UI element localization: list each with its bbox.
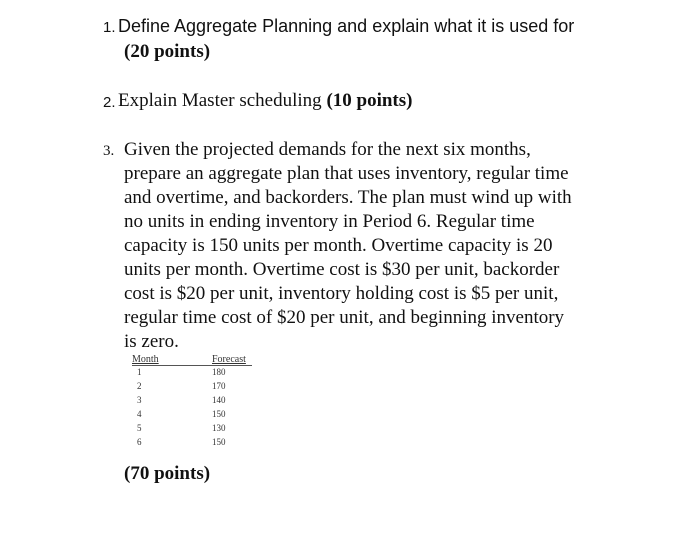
question-3-line-3: and overtime, and backorders. The plan must wind up with [124, 187, 572, 208]
question-2-number: 2. [103, 94, 116, 111]
table-cell-forecast: 150 [212, 437, 226, 447]
question-3-line-4: no units in ending inventory in Period 6. Regular time [124, 211, 535, 232]
question-2-points: (10 points) [326, 90, 413, 111]
table-cell-forecast: 180 [212, 367, 226, 377]
question-3-points: (70 points) [124, 463, 211, 484]
table-header-forecast: Forecast [212, 354, 246, 365]
table-cell-month: 6 [137, 437, 142, 447]
question-3-line-6: units per month. Overtime cost is $30 per unit, backorder [124, 259, 560, 280]
question-1-number: 1. [103, 19, 116, 36]
forecast-table [124, 354, 264, 454]
question-1-text: Define Aggregate Planning and explain what it is used for [118, 16, 575, 36]
table-cell-month: 4 [137, 409, 142, 419]
table-header-month: Month [132, 354, 159, 365]
question-3-line-2: prepare an aggregate plan that uses inventory, regular time [124, 163, 569, 184]
question-1-points: (20 points) [124, 41, 211, 62]
table-cell-forecast: 140 [212, 395, 226, 405]
table-cell-forecast: 170 [212, 381, 226, 391]
question-3-line-9: is zero. [124, 331, 179, 352]
table-cell-month: 1 [137, 367, 142, 377]
question-3-line-7: cost is $20 per unit, inventory holding cost is $5 per unit, [124, 283, 559, 304]
table-cell-month: 5 [137, 423, 142, 433]
question-3-line-8: regular time cost of $20 per unit, and beginning inventory [124, 307, 565, 328]
question-3-line-1: Given the projected demands for the next six months, [124, 139, 531, 160]
question-3-number: 3. [103, 143, 115, 159]
table-cell-forecast: 130 [212, 423, 226, 433]
question-3-line-5: capacity is 150 units per month. Overtime capacity is 20 [124, 235, 553, 256]
table-cell-month: 3 [137, 395, 142, 405]
table-cell-forecast: 150 [212, 409, 226, 419]
table-cell-month: 2 [137, 381, 142, 391]
table-header-rule [132, 365, 252, 366]
question-2-text: Explain Master scheduling (10 points) [118, 90, 413, 111]
